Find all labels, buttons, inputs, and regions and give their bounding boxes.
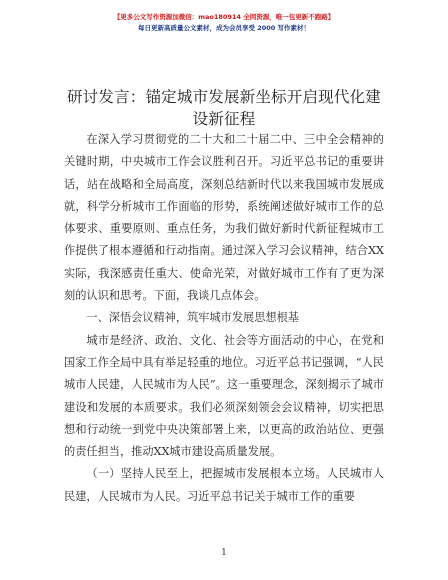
paragraph-section-1: 城市是经济、政治、文化、社会等方面活动的中心，在党和国家工作全局中具有举足轻重的地位。习近平总书记强调，“人民城市人民建，人民城市为人民”。这一重要理念，深刻揭示了城市建设和发展的本质要求。我们必须深刻领会会议精神，切实把思想和行动统一到党中央决策部署上来，以更高的政治站位、更强的责任担当，推动XX城市建设高质量发展。 (64, 333, 384, 459)
page-number: 1 (221, 548, 227, 558)
document-title: 研讨发言：锚定城市发展新坐标开启现代化建设新征程 (66, 88, 381, 128)
document-body (64, 129, 384, 508)
paragraph-subsection-1: （一）坚持人民至上，把握城市发展根本立场。人民城市人民建，人民城市为人民。习近平总书记关于城市工作的重要 (64, 467, 384, 503)
paragraph-intro: 在深入学习贯彻党的二十大和二十届二中、三中全会精神的关键时期，中央城市工作会议胜利召开。习近平总书记的重要讲话，站在战略和全局高度，深刻总结新时代以来我国城市发展成就，科学分析城市工作面临的形势，系统阐述做好城市工作的总体要求、重要原则、重点任务，为我们做好新时代新征程城市工作提供了根本遵循和行动指南。通过深入学习会议精神，结合XX实际，我深感责任重大、使命光荣，对做好城市工作有了更为深刻的认识和思考。下面，我谈几点体会。 (64, 133, 384, 303)
section-heading-1: 一、深悟会议精神，筑牢城市发展思想根基 (86, 311, 299, 325)
promo-banner-line-1: 【更多公文写作资源加微信：mao180914 全网资源，唯一包更新不跑路】 (113, 13, 335, 21)
promo-banner-line-2: 每日更新高质量公文素材，成为会员享受 2000 写作素材！ (137, 24, 311, 32)
